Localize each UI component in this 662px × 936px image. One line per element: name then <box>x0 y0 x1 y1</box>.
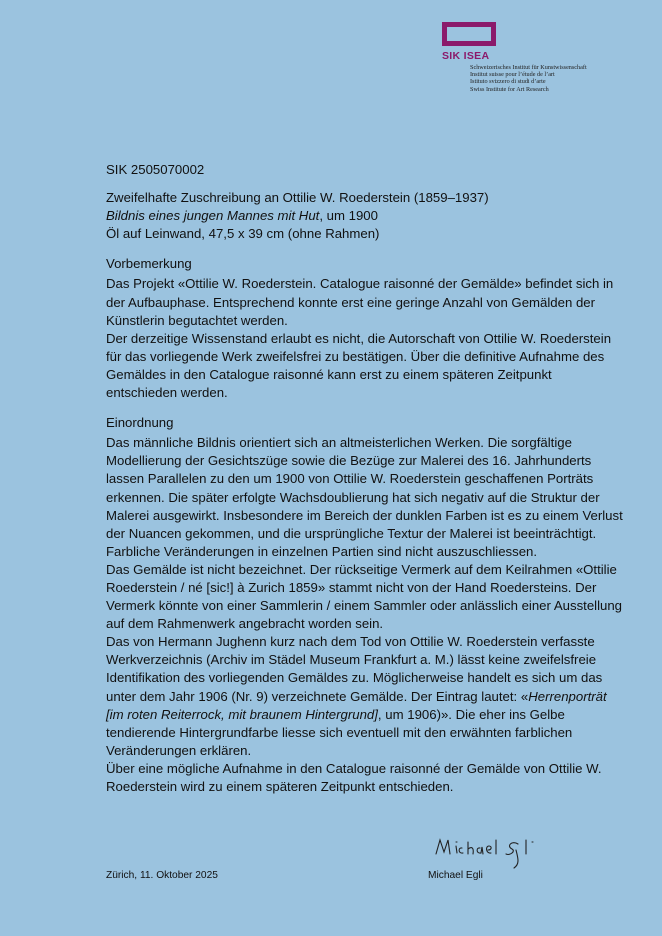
logo-line-fr: Institut suisse pour l’étude de l’art <box>470 71 555 79</box>
logo-line-it: Istituto svizzero di studi d’arte <box>470 78 546 86</box>
section-heading: Vorbemerkung <box>106 256 192 272</box>
paragraph: Der derzeitige Wissenstand erlaubt es nicht, die Autorschaft von Ottilie W. Roederstein für das vorliegende Werk zweifelsfrei zu bestätigen. Über die definitive Aufnahme des Gemäldes in den Catalogue raisonné kann erst zu einem späteren Zeitpunkt entschieden werden. <box>106 330 612 401</box>
artwork-title: Bildnis eines jungen Mannes mit Hut <box>106 208 320 224</box>
paragraph: Das Gemälde ist nicht bezeichnet. Der rückseitige Vermerk auf dem Keilrahmen «Ottilie Roederstein / né [sic!] à Zurich 1859» stammt nicht von der Hand Roedersteins. Der Vermerk könnte von einer Sammlerin / einem Sammler oder anlässlich einer Ausstellung auf dem Rahmenwerk angebracht worden sein. <box>106 561 623 632</box>
document-date: Zürich, 11. Oktober 2025 <box>106 870 218 881</box>
logo-line-en: Swiss Institute for Art Research <box>470 85 549 93</box>
paragraph: Das männliche Bildnis orientiert sich an altmeisterlichen Werken. Die sorgfältige Modellierung der Gesichtszüge sowie die Bezüge zur Malerei des 16. Jahrhunderts lassen Parallelen zu den um 1900 von Ottilie W. Roederstein geschaffenen Porträts erkennen. Die später erfolgte Wachsdoublierung hat sich negativ auf die Struktur der Malerei ausgewirkt. Insbesondere im Bereich der dunklen Farben ist es zu einem Verlust der Nuancen gekommen, und die ursprüngliche Textur der Malerei ist beeinträchtigt. Farbliche Veränderungen in einzelnen Partien sind nicht auszuschliessen. <box>106 435 623 559</box>
logo-institute-names <box>470 64 587 93</box>
artwork-info <box>106 189 626 243</box>
sik-isea-logo <box>442 22 587 93</box>
artwork-title-line <box>106 207 626 225</box>
paragraph-text: , um 1906)». Die eher ins Gelbe tendierende Hintergrundfarbe liesse sich eventuell mit den erwähnten farblichen Veränderungen erklären. <box>106 706 573 758</box>
artwork-date: , um 1900 <box>319 208 378 224</box>
paragraph <box>106 633 626 760</box>
logo-mark <box>442 22 496 46</box>
paragraph: Das Projekt «Ottilie W. Roederstein. Catalogue raisonné der Gemälde» befindet sich in der Aufbauphase. Entsprechend konnte erst eine geringe Anzahl von Gemälden der Künstlerin begutachtet werden. <box>106 276 614 328</box>
document-body <box>106 161 626 808</box>
logo-line-de: Schweizerisches Institut für Kunstwissenschaft <box>470 64 587 71</box>
paragraph: Über eine mögliche Aufnahme in den Catalogue raisonné der Gemälde von Ottilie W. Roederstein wird zu einem späteren Zeitpunkt entschieden. <box>106 760 602 794</box>
reference-number: SIK 2505070002 <box>106 162 205 177</box>
signatory-name: Michael Egli <box>428 870 483 881</box>
artwork-medium: Öl auf Leinwand, 47,5 x 39 cm (ohne Rahmen) <box>106 226 380 242</box>
section-einordnung <box>106 414 626 796</box>
section-heading: Einordnung <box>106 415 174 431</box>
paragraph-text: Das von Hermann Jughenn kurz nach dem Tod von Ottilie W. Roederstein verfasste Werkverzeichnis (Archiv im Städel Museum Frankfurt a. M.) lässt keine zweifelsfreie Identifikation des vorliegenden Gemäldes zu. Möglicherweise handelt es sich um das unter dem Jahr 1906 (Nr. 9) verzeichnete Gemälde. Der Eintrag lautet: « <box>106 634 603 704</box>
logo-name: SIK ISEA <box>442 50 490 62</box>
handwritten-signature <box>432 832 552 872</box>
quoted-title: Herrenporträt [im roten Reiterrock, mit braunem Hintergrund] <box>106 688 607 722</box>
artwork-attribution: Zweifelhafte Zuschreibung an Ottilie W. Roederstein (1859–1937) <box>106 190 489 206</box>
section-vorbemerkung <box>106 255 626 402</box>
